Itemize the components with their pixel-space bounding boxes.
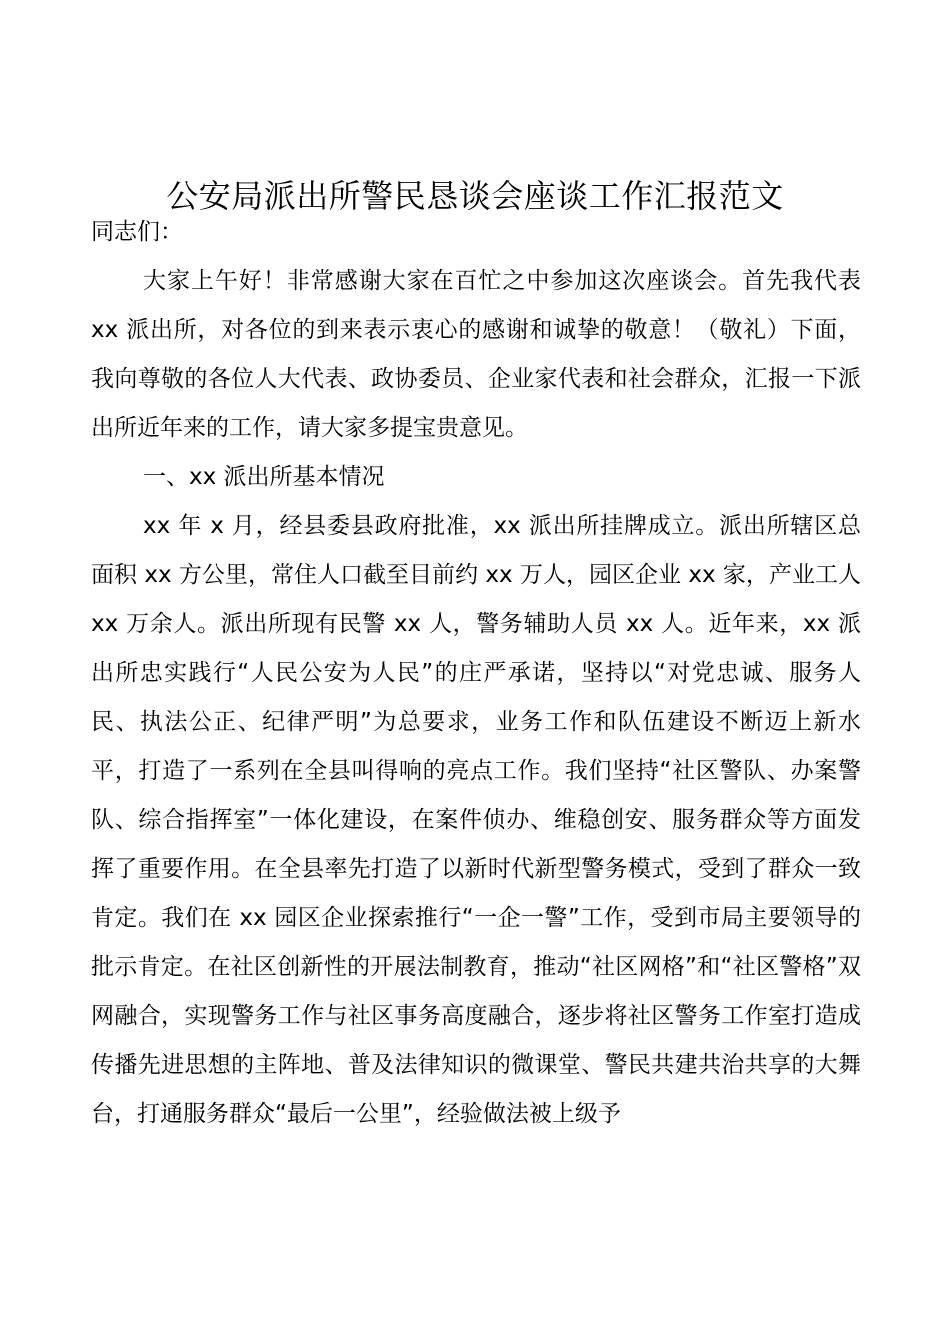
paragraph-basic-info: xx 年 x 月，经县委县政府批准，xx 派出所挂牌成立。派出所辖区总面积 xx 方公里，常住人口截至目前约 xx 万人，园区企业 xx 家，产业工人 xx 万余人。派出所现有民警 xx 人，警务辅助人员 xx 人。近年来，xx 派出所忠实践行“人民公安为人民”的庄严承诺，坚持以“对党忠诚、服务人民、执法公正、纪律严明”为总要求，业务工作和队伍建设不断迈上新水平，打造了一系列在全县叫得响的亮点工作。我们坚持“社区警队、办案警队、综合指挥室”一体化建设，在案件侦办、维稳创安、服务群众等方面发挥了重要作用。在全县率先打造了以新时代新型警务模式，受到了群众一致肯定。我们在 xx 园区企业探索推行“一企一警”工作，受到市局主要领导的批示肯定。在社区创新性的开展法制教育，推动“社区网格”和“社区警格”双网融合，实现警务工作与社区事务高度融合，逐步将社区警务工作室打造成传播先进思想的主阵地、普及法律知识的微课堂、警民共建共治共享的大舞台，打通服务群众“最后一公里”，经验做法被上级予 xyxy=(91,513,861,1127)
paragraph-greeting: 大家上午好！非常感谢大家在百忙之中参加这次座谈会。首先我代表 xx 派出所，对各位的到来表示衷心的感谢和诚挚的敬意！（敬礼）下面，我向尊敬的各位人大代表、政协委员、企业家代表和社会群众，汇报一下派出所近年来的工作，请大家多提宝贵意见。 xyxy=(91,268,861,441)
salutation: 同志们： xyxy=(91,219,183,245)
section-heading: 一、xx 派出所基本情况 xyxy=(143,464,385,490)
document-title: 公安局派出所警民恳谈会座谈工作汇报范文 xyxy=(166,177,784,215)
document-body xyxy=(91,208,861,1139)
